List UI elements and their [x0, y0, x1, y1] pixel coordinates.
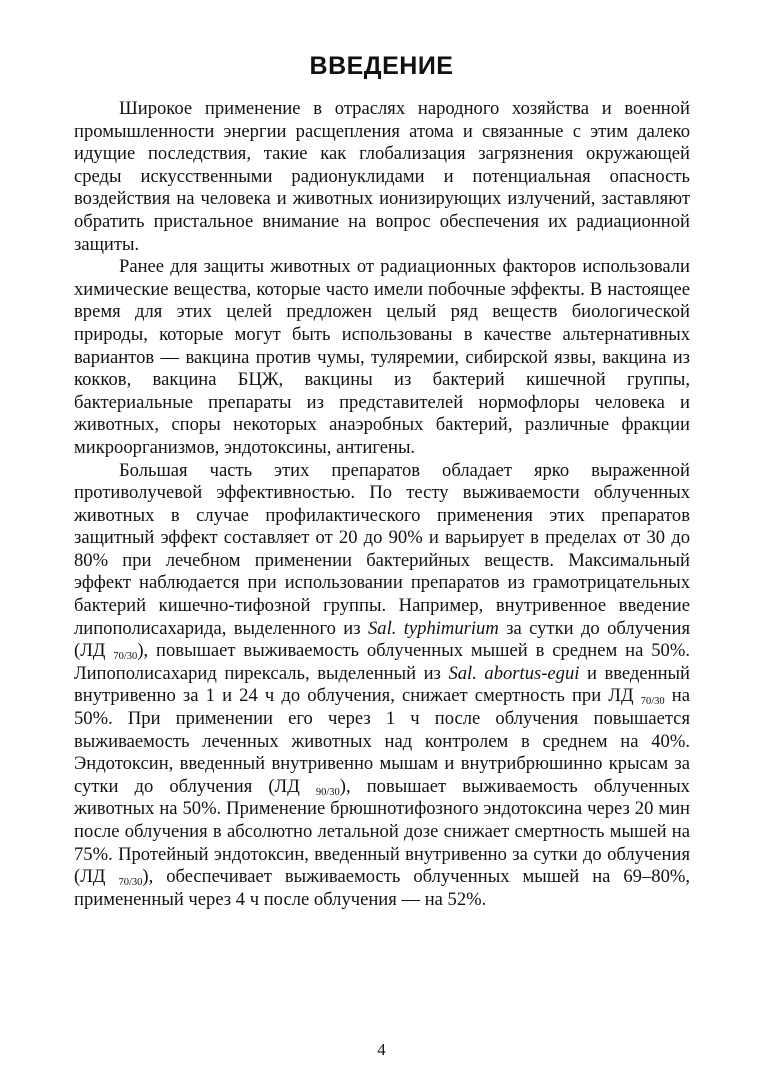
text-run: на 50%. При применении его через 1 ч после облучения повышается выживаемость леченных животных над контролем в среднем на 40%. Эндотоксин, введенный внутривенно мышам и внутрибрюшинно крысам за сутки до облучения (ЛД	[74, 685, 691, 797]
body-text	[74, 98, 690, 911]
text-run: ), обеспечивает выживаемость облученных мышей на 69–80%, примененный через 4 ч после облучения — на 52%.	[74, 866, 691, 910]
ld-subscript: 90/30	[315, 786, 340, 798]
species-name: Sal. typhimurium	[367, 617, 499, 639]
species-name: Sal. abortus-egui	[448, 662, 580, 684]
page-title: ВВЕДЕНИЕ	[309, 52, 454, 80]
paragraph-1: Широкое применение в отраслях народного хозяйства и военной промышленности энергии расщепления атома и связанные с этим далеко идущие последствия, такие как глобализация загрязнения окружающей среды искусственными радионуклидами и потенциальная опасность воздействия на человека и животных ионизирующих излучений, заставляют обратить пристальное внимание на вопрос обеспечения их радиационной защиты.	[74, 98, 690, 255]
text-run: ), повышает выживаемость облученных животных на 50%. Применение брюшнотифозного эндотоксина через 20 мин после облучения в абсолютно летальной дозе снижает смертность мышей на 75%. Протейный эндотоксин, введенный внутривенно за сутки до облучения (ЛД	[74, 775, 690, 888]
ld-subscript: 70/30	[640, 696, 665, 708]
ld-subscript: 70/30	[118, 877, 143, 889]
paragraph-2: Ранее для защиты животных от радиационных факторов использовали химические вещества, которые часто имели побочные эффекты. В настоящее время для этих целей предложен целый ряд веществ биологической природы, которые могут быть использованы в качестве альтернативных вариантов — вакцина против чумы, туляремии, сибирской язвы, вакцина из кокков, вакцина БЦЖ, вакцины из бактерий кишечной группы, бактериальные препараты из представителей нормофлоры человека и животных, споры некоторых анаэробных бактерий, различные фракции микроорганизмов, эндотоксины, антигены.	[74, 256, 690, 458]
text-run: Большая часть этих препаратов обладает ярко выраженной противолучевой эффективностью. По тесту выживаемости облученных животных в случае профилактического применения этих препаратов защитный эффект составляет от 20 до 90% и варьирует в пределах от 30 до 80% при лечебном применении бактерийных веществ. Максимальный эффект наблюдается при использовании препаратов из грамотрицательных бактерий кишечно-тифозной группы. Например, внутривенное введение липополисахарида, выделенного из	[74, 459, 690, 639]
text-run: и введенный внутривенно за 1 и 24 ч до облучения, снижает смертность при ЛД	[74, 662, 690, 707]
text-run: за сутки до облучения (ЛД	[74, 617, 691, 662]
text-run: ), повышает выживаемость облученных мышей в среднем на 50%. Липополисахарид пирексаль, выделенный из	[74, 640, 690, 684]
paragraph-3	[74, 460, 690, 912]
ld-subscript: 70/30	[113, 651, 138, 663]
page-number: 4	[377, 1040, 386, 1059]
